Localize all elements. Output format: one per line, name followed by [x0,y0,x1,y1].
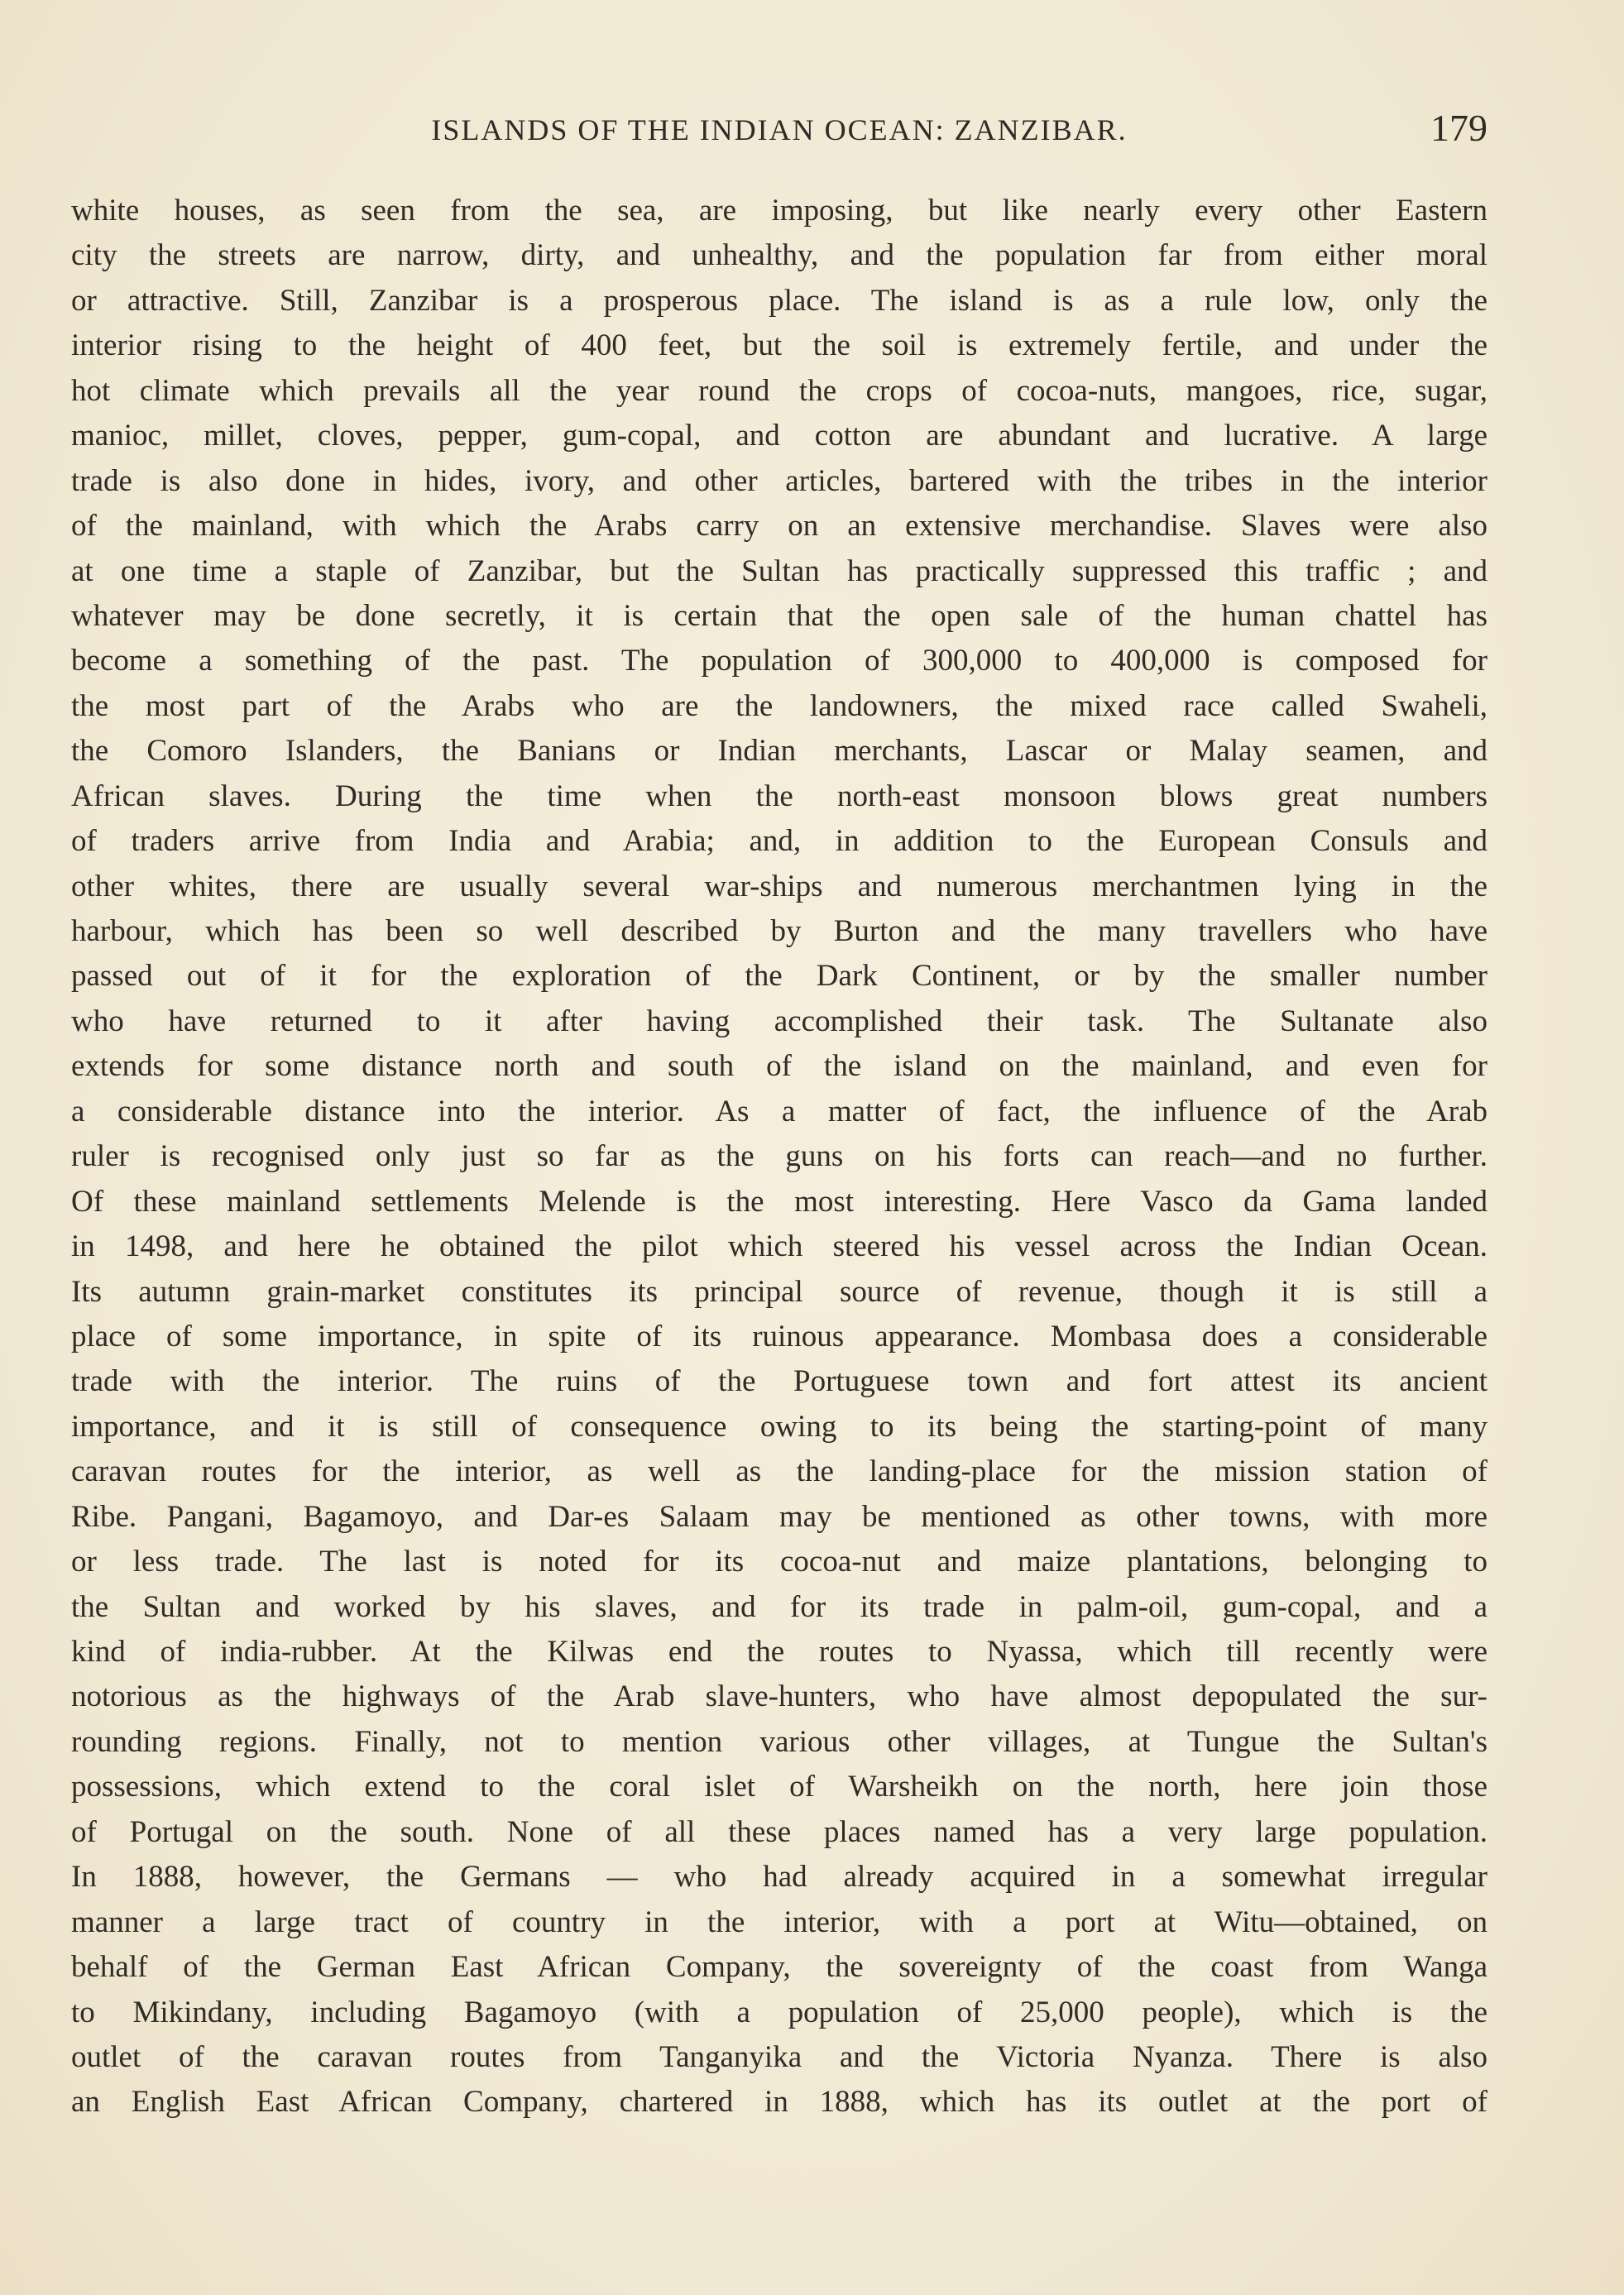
text-line: of Portugal on the south. None of all these places named has a very large population. [71,1814,1487,1849]
text-line: city the streets are narrow, dirty, and unhealthy, and the population far from either moral [71,238,1487,273]
body-text [71,189,1487,2125]
text-line: possessions, which extend to the coral islet of Warsheikh on the north, here join those [71,1770,1487,1804]
text-line: importance, and it is still of consequence owing to its being the starting-point of many [71,1409,1487,1444]
text-line: harbour, which has been so well described by Burton and the many travellers who have [71,914,1487,948]
text-line: rounding regions. Finally, not to mention various other villages, at Tungue the Sultan's [71,1724,1487,1759]
text-line: a considerable distance into the interior. As a matter of fact, the influence of the Arab [71,1094,1487,1128]
page-number: 179 [1430,107,1487,149]
text-line: In 1888, however, the Germans — who had already acquired in a somewhat irregular [71,1860,1487,1895]
text-line: the Sultan and worked by his slaves, and for its trade in palm-oil, gum-copal, and a [71,1589,1487,1624]
text-line: outlet of the caravan routes from Tanganyika and the Victoria Nyanza. There is also [71,2039,1487,2074]
text-line: of the mainland, with which the Arabs carry on an extensive merchandise. Slaves were also [71,509,1487,544]
text-line: caravan routes for the interior, as well as the landing-place for the mission station of [71,1454,1487,1489]
text-line: hot climate which prevails all the year round the crops of cocoa-nuts, mangoes, rice, sugar, [71,373,1487,408]
text-line: Ribe. Pangani, Bagamoyo, and Dar-es Salaam may be mentioned as other towns, with more [71,1499,1487,1534]
text-line: notorious as the highways of the Arab slave-hunters, who have almost depopulated the sur- [71,1679,1487,1714]
text-line: interior rising to the height of 400 feet, but the soil is extremely fertile, and under the [71,328,1487,363]
text-line: behalf of the German East African Company, the sovereignty of the coast from Wanga [71,1950,1487,1985]
text-line: whatever may be done secretly, it is certain that the open sale of the human chattel has [71,598,1487,633]
text-line: or less trade. The last is noted for its cocoa-nut and maize plantations, belonging to [71,1545,1487,1579]
text-line: passed out of it for the exploration of the Dark Continent, or by the smaller number [71,959,1487,994]
text-line: kind of india-rubber. At the Kilwas end the routes to Nyassa, which till recently were [71,1635,1487,1669]
text-line: manioc, millet, cloves, pepper, gum-copal, and cotton are abundant and lucrative. A large [71,419,1487,453]
text-line: trade is also done in hides, ivory, and other articles, bartered with the tribes in the interior [71,463,1487,498]
text-line: Of these mainland settlements Melende is the most interesting. Here Vasco da Gama landed [71,1184,1487,1219]
text-line: manner a large tract of country in the interior, with a port at Witu—obtained, on [71,1905,1487,1939]
text-line: African slaves. During the time when the north-east monsoon blows great numbers [71,779,1487,813]
running-title: ISLANDS OF THE INDIAN OCEAN: ZANZIBAR. [431,113,1128,146]
text-line: or attractive. Still, Zanzibar is a prosperous place. The island is as a rule low, only the [71,283,1487,318]
text-line: who have returned to it after having accomplished their task. The Sultanate also [71,1004,1487,1038]
text-line: become a something of the past. The population of 300,000 to 400,000 is composed for [71,644,1487,678]
text-line: of traders arrive from India and Arabia; and, in addition to the European Consuls and [71,824,1487,859]
text-line: trade with the interior. The ruins of the Portuguese town and fort attest its ancient [71,1364,1487,1399]
text-line: the Comoro Islanders, the Banians or Indian merchants, Lascar or Malay seamen, and [71,734,1487,769]
text-line: to Mikindany, including Bagamoyo (with a population of 25,000 people), which is the [71,1995,1487,2029]
text-line: the most part of the Arabs who are the landowners, the mixed race called Swaheli, [71,688,1487,723]
page-header [71,106,1487,156]
text-line: Its autumn grain-market constitutes its principal source of revenue, though it is still a [71,1274,1487,1309]
text-line: other whites, there are usually several war-ships and numerous merchantmen lying in the [71,869,1487,903]
text-line: place of some importance, in spite of its ruinous appearance. Mombasa does a considerable [71,1319,1487,1354]
text-line: at one time a staple of Zanzibar, but the Sultan has practically suppressed this traffic ; and [71,553,1487,588]
text-line: extends for some distance north and south of the island on the mainland, and even for [71,1049,1487,1084]
text-line: in 1498, and here he obtained the pilot which steered his vessel across the Indian Ocean. [71,1229,1487,1264]
text-line: an English East African Company, chartered in 1888, which has its outlet at the port of [71,2085,1487,2120]
text-line: white houses, as seen from the sea, are imposing, but like nearly every other Eastern [71,194,1487,228]
text-line: ruler is recognised only just so far as the guns on his forts can reach—and no further. [71,1139,1487,1174]
